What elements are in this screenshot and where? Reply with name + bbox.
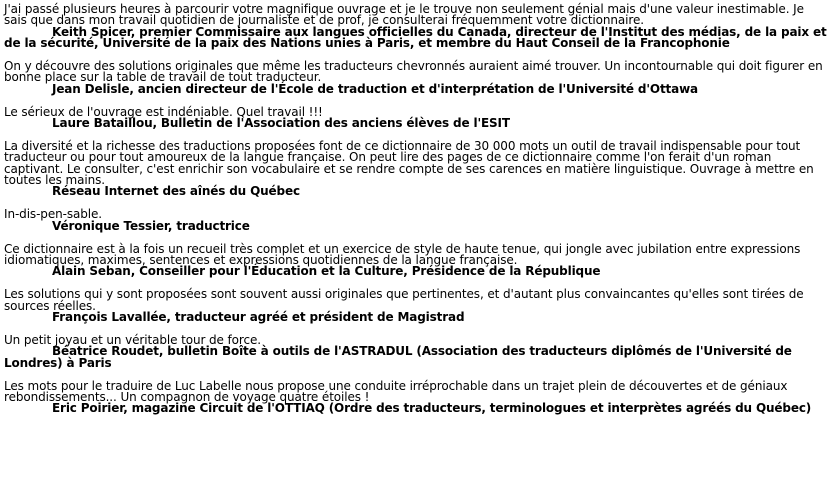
testimonial-quote: Ce dictionnaire est à la fois un recueil très complet et un exercice de style de haute tenue, qui jongle avec jubilation entre expressions idiomatiques, maximes, sentences et expressions quotidiennes de la langue française.: [4, 241, 801, 268]
testimonial-quote: In-dis-pen-sable.: [4, 207, 102, 222]
testimonials-page: [4, 4, 830, 415]
testimonial-source: [4, 115, 830, 130]
testimonial-source-text: Keith Spicer, premier Commissaire aux langues officielles du Canada, directeur de l'Institut des médias, de la paix et de la sécurité, Université de la paix des Nations unies à Paris, et membre du Haut Conseil de la Francophonie: [4, 24, 827, 50]
testimonial-source: [4, 81, 830, 96]
testimonial-poirier: [4, 378, 830, 416]
testimonial-quote: La diversité et la richesse des traductions proposées font de ce dictionnaire de 30 000 mots un outil de travail indispensable pour tout traducteur ou pour tout amoureux de la langue française. On peut lire des pages de ce dictionnaire comme l'on ferait d'un roman captivant. Le consulter, c'est enrichir son vocabulaire et se rendre compte de ses carences en matière linguistique. Ouvrage à mettre en toutes les mains.: [4, 139, 814, 187]
testimonial-source: [4, 186, 830, 197]
testimonial-quote: Les solutions qui y sont proposées sont souvent aussi originales que pertinentes, et d'autant plus convaincantes qu'elles sont tirées de sources réelles.: [4, 287, 804, 313]
testimonial-tessier: [4, 209, 830, 232]
testimonial-source: [4, 266, 830, 277]
testimonial-source-text: Véronique Tessier, traductrice: [52, 218, 250, 233]
testimonial-roudet: [4, 335, 830, 369]
testimonial-source: [4, 346, 830, 369]
testimonial-source: [4, 312, 830, 323]
testimonial-seban: [4, 241, 830, 279]
testimonial-lavallee: [4, 289, 830, 323]
testimonial-source-text: Jean Delisle, ancien directeur de l'École de traduction et d'interprétation de l'Université d'Ottawa: [52, 81, 698, 96]
testimonial-delisle: [4, 58, 830, 96]
testimonial-quote: On y découvre des solutions originales que même les traducteurs chevronnés auraient aimé trouver. Un incontournable qui doit figurer en bonne place sur la table de travail de tout traducteur.: [4, 58, 823, 85]
testimonial-reseau-aines: [4, 141, 830, 197]
testimonial-quote: J'ai passé plusieurs heures à parcourir votre magnifique ouvrage et je le trouve non seulement génial mais d'une valeur inestimable. Je sais que dans mon travail quotidien de journaliste et de prof, je consulterai fréquemment votre dictionnaire.: [4, 2, 804, 28]
testimonial-bataillou: [4, 104, 830, 130]
testimonial-quote: Les mots pour le traduire de Luc Labelle nous propose une conduite irréprochable dans un trajet plein de découvertes et de géniaux rebondissements... Un compagnon de voyage quatre étoiles !: [4, 378, 788, 405]
testimonial-source-text: Béatrice Roudet, bulletin Boîte à outils de l'ASTRADUL (Association des traducteurs diplômés de l'Université de Londres) à Paris: [4, 344, 792, 370]
testimonial-spicer: [4, 4, 830, 49]
testimonial-source-text: Réseau Internet des aînés du Québec: [52, 184, 300, 199]
testimonial-source: [4, 24, 830, 50]
testimonial-source-text: François Lavallée, traducteur agréé et président de Magistrad: [52, 310, 465, 325]
testimonial-quote: Un petit joyau et un véritable tour de force.: [4, 333, 261, 348]
testimonial-quote: Le sérieux de l'ouvrage est indéniable. Quel travail !!!: [4, 104, 323, 119]
testimonial-source-text: Laure Bataillou, Bulletin de l'Association des anciens élèves de l'ESIT: [52, 115, 510, 130]
testimonial-source-text: Alain Seban, Conseiller pour l'Éducation et la Culture, Présidence de la République: [52, 264, 601, 279]
testimonial-source-text: Eric Poirier, magazine Circuit de l'OTTIAQ (Ordre des traducteurs, terminologues et interprètes agréés du Québec): [52, 401, 812, 416]
testimonial-source: [4, 218, 830, 233]
testimonial-source: [4, 403, 830, 414]
